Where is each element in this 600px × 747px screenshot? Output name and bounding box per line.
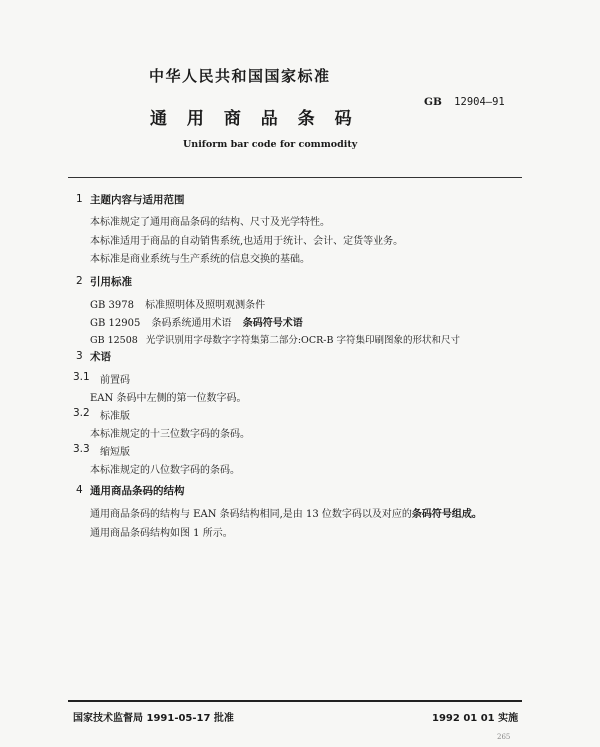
section-1-title: 主题内容与适用范围 — [90, 194, 185, 206]
reference-title: 光学识别用字母数字字符集第二部分:OCR-B 字符集印刷图象的形状和尺寸 — [145, 335, 460, 346]
standard-title-en: Uniform bar code for commodity — [183, 139, 358, 150]
section-4-line-1 — [90, 505, 482, 520]
section-4-text: 通用商品条码的结构与 EAN 条码结构相同,是由 13 位数字码以及对应的 — [90, 509, 412, 520]
section-3-number: 3 — [76, 350, 83, 362]
header-divider — [68, 177, 522, 178]
approval-info: 国家技术监督局 1991-05-17 批准 — [73, 713, 234, 724]
section-2-title: 引用标准 — [90, 276, 132, 288]
reference-item — [90, 314, 303, 329]
term-name: 标准版 — [100, 411, 130, 422]
reference-code: GB 3978 — [90, 300, 134, 311]
standard-title-cn: 通 用 商 品 条 码 — [150, 109, 359, 129]
footer-divider — [68, 700, 522, 702]
section-3-title: 术语 — [90, 351, 111, 363]
section-1-line-2: 本标准适用于商品的自动销售系统,也适用于统计、会计、定货等业务。 — [90, 236, 404, 247]
section-2-number: 2 — [76, 275, 83, 287]
section-1-line-3: 本标准是商业系统与生产系统的信息交换的基础。 — [90, 254, 310, 265]
section-4-number: 4 — [76, 484, 83, 496]
page-number: 265 — [497, 733, 511, 741]
section-1-number: 1 — [76, 193, 83, 205]
term-definition: 本标准规定的十三位数字码的条码。 — [90, 429, 250, 440]
term-name: 缩短版 — [100, 447, 130, 458]
section-4-title: 通用商品条码的结构 — [90, 485, 185, 497]
section-1-line-1: 本标准规定了通用商品条码的结构、尺寸及光学特性。 — [90, 217, 330, 228]
effective-date: 1992 01 01 实施 — [432, 713, 519, 724]
reference-item — [90, 332, 460, 346]
reference-title: 条码系统通用术语 — [151, 318, 232, 329]
term-name: 前置码 — [100, 375, 130, 386]
section-4-emphasis: 条码符号组成。 — [411, 509, 482, 520]
reference-code: GB 12905 — [90, 318, 141, 329]
reference-title: 标准照明体及照明观测条件 — [145, 300, 266, 311]
reference-code: GB 12508 — [90, 335, 138, 346]
standard-prefix: GB — [424, 96, 442, 108]
term-number: 3.1 — [73, 371, 90, 383]
term-definition: EAN 条码中左侧的第一位数字码。 — [90, 393, 247, 404]
term-number: 3.3 — [73, 443, 90, 455]
issuing-authority-title: 中华人民共和国国家标准 — [149, 67, 331, 85]
section-4-line-2: 通用商品条码结构如图 1 所示。 — [90, 528, 233, 539]
term-number: 3.2 — [73, 407, 90, 419]
reference-subtitle: 条码符号术语 — [242, 318, 303, 329]
reference-item — [90, 296, 265, 311]
standard-number — [424, 96, 505, 108]
term-definition: 本标准规定的八位数字码的条码。 — [90, 465, 240, 476]
standard-code: 12904—91 — [454, 96, 505, 108]
